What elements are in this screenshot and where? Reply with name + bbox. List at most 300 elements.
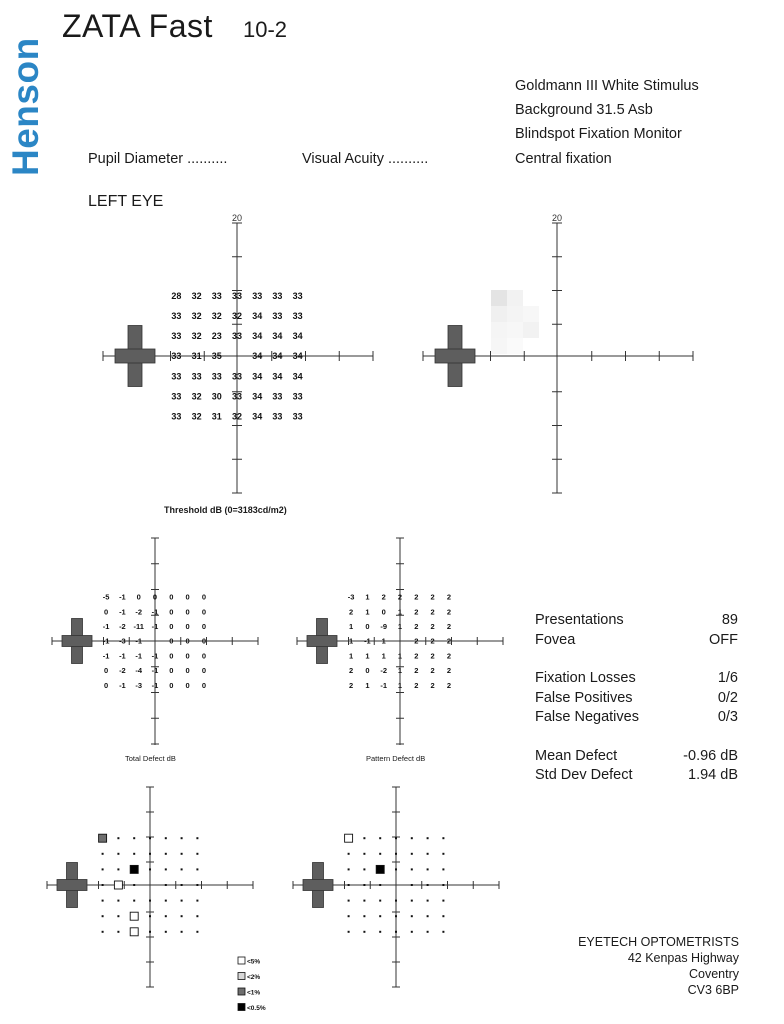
false-positives-value: 0/2 [717,690,738,706]
greyscale-cell [523,322,539,338]
defect-value: 2 [397,592,403,602]
total-probability-plot [47,787,253,987]
defect-value: 1 [381,636,386,646]
normal-point [149,900,151,902]
defect-value: 2 [430,592,435,602]
normal-point [442,915,444,917]
defect-value: 0 [185,607,190,617]
defect-value: 0 [169,622,174,631]
normal-point [442,900,444,902]
threshold-value: 32 [191,311,202,322]
normal-point [102,853,104,855]
threshold-value: 32 [231,311,243,322]
normal-point [165,884,167,886]
defect-value: 0 [201,636,206,646]
normal-point [196,868,198,870]
defect-value: 2 [446,680,451,690]
normal-point [133,837,135,839]
fovea-value: OFF [709,632,738,648]
threshold-value: 35 [211,351,222,362]
defect-value: 2 [446,622,451,631]
normal-point [181,853,183,855]
legend-swatch [238,973,245,980]
blind-spot-marker [435,349,475,363]
greyscale-cell [507,290,523,306]
greyscale-cell [507,322,523,338]
threshold-value: 33 [292,290,303,301]
normal-point [165,868,167,870]
visual-acuity: Visual Acuity .......... [302,151,429,167]
normal-point [395,868,397,870]
threshold-plot [103,213,373,493]
threshold-value: 33 [211,371,222,382]
defect-value: 2 [446,666,451,676]
threshold-value: 34 [272,351,283,362]
defect-value: 2 [446,607,451,617]
false-negatives-value: 0/3 [717,709,738,725]
normal-point [117,853,119,855]
defect-value: 0 [169,651,174,661]
false-negatives-label: False Negatives [535,709,639,725]
defect-value: 0 [104,666,109,676]
threshold-value: 34 [272,331,283,342]
normal-point [165,837,167,839]
normal-point [196,900,198,902]
defect-value: 0 [185,666,190,676]
defect-value: 2 [446,592,451,602]
defect-value: -3 [119,636,126,646]
threshold-value: 33 [272,290,283,301]
normal-point [196,884,198,886]
fixation-info: Central fixation [515,151,612,167]
normal-point [363,868,365,870]
address-street: 42 Kenpas Highway [627,951,739,965]
threshold-value: 33 [231,371,243,382]
normal-point [427,837,429,839]
normal-point [117,931,119,933]
threshold-value: 31 [191,351,202,362]
normal-point [442,884,444,886]
greyscale-cell [523,306,539,322]
defect-value: 0 [169,592,174,602]
defect-value: 0 [201,607,206,617]
defect-value: 0 [201,666,206,676]
threshold-caption: Threshold dB (0=3183cd/m2) [164,505,287,515]
threshold-value: 33 [292,411,303,422]
defect-value: 0 [201,592,206,602]
greyscale-cell [491,306,507,322]
std-dev-defect-value: 1.94 dB [688,767,738,783]
defect-value: -2 [119,622,126,631]
normal-point [181,884,183,886]
normal-point [427,853,429,855]
total-defect-caption: Total Defect dB [125,754,176,763]
normal-point [196,931,198,933]
threshold-value: 32 [231,411,243,422]
normal-point [348,900,350,902]
defect-value: 2 [430,636,435,646]
defect-value: 1 [397,680,403,690]
pattern-probability-plot [293,787,499,987]
defect-value: 1 [381,651,386,661]
normal-point [348,931,350,933]
normal-point [102,915,104,917]
threshold-value: 34 [272,371,283,382]
greyscale-cell [507,338,523,354]
defect-value: -5 [102,592,110,602]
threshold-value: 33 [272,311,283,322]
legend-label: <5% [247,958,261,966]
threshold-value: 33 [171,391,182,402]
threshold-value: 33 [171,371,182,382]
normal-point [427,868,429,870]
probability-symbol-5pct [114,881,122,889]
defect-value: 2 [381,592,386,602]
normal-point [149,853,151,855]
blind-spot-marker [62,636,92,647]
threshold-value: 32 [191,391,202,402]
normal-point [379,853,381,855]
greyscale-cell [491,290,507,306]
probability-legend [238,957,266,1012]
defect-value: 2 [414,622,419,631]
normal-point [379,837,381,839]
normal-point [363,931,365,933]
legend-label: <0.5% [247,1005,266,1012]
threshold-value: 34 [252,371,263,382]
defect-value: 2 [430,651,435,661]
threshold-value: 33 [292,311,303,322]
defect-value: 2 [414,592,419,602]
brand-logo: Henson [5,37,46,176]
std-dev-defect-label: Std Dev Defect [535,767,633,783]
probability-symbol-0-5pct [130,865,138,873]
threshold-value: 33 [171,351,182,362]
normal-point [427,931,429,933]
normal-point [363,853,365,855]
axis-max-label: 20 [551,213,563,223]
normal-point [133,853,135,855]
defect-value: -1 [151,622,159,631]
defect-value: 2 [430,622,435,631]
probability-symbol-5pct [130,928,138,936]
threshold-value: 23 [211,331,222,342]
defect-value: 0 [365,622,370,631]
greyscale-cell [491,338,507,354]
defect-value: 0 [185,592,190,602]
normal-point [117,837,119,839]
normal-point [379,900,381,902]
normal-point [196,915,198,917]
defect-value: 0 [381,607,386,617]
defect-value: 2 [446,651,451,661]
normal-point [442,931,444,933]
defect-value: -1 [119,607,126,617]
defect-value: 1 [365,607,370,617]
blind-spot-marker [303,880,333,891]
normal-point [363,900,365,902]
normal-point [427,915,429,917]
background-info: Background 31.5 Asb [515,102,653,118]
normal-point [411,853,413,855]
defect-value: 1 [397,651,403,661]
normal-point [379,931,381,933]
threshold-value: 33 [272,411,283,422]
normal-point [117,900,119,902]
defect-value: -9 [380,622,388,631]
probability-symbol-1pct [99,834,107,842]
threshold-value: 34 [252,351,263,362]
greyscale-cell [523,290,539,306]
defect-value: 2 [349,607,354,617]
defect-value: 1 [349,622,354,631]
defect-value: 2 [414,651,419,661]
legend-swatch [238,1004,245,1011]
test-title: ZATA Fast [62,8,213,44]
normal-point [196,837,198,839]
normal-point [379,915,381,917]
normal-point [395,931,397,933]
defect-value: 0 [185,636,190,646]
normal-point [411,884,413,886]
defect-value: -2 [380,666,388,676]
probability-symbol-0-5pct [376,865,384,873]
defect-value: 1 [349,651,354,661]
pattern-defect-caption: Pattern Defect dB [366,754,426,763]
address-city: Coventry [688,967,739,981]
normal-point [411,837,413,839]
normal-point [102,884,104,886]
threshold-value: 32 [211,311,222,322]
defect-value: 1 [365,680,370,690]
defect-value: 0 [201,622,206,631]
threshold-value: 33 [231,290,243,301]
defect-value: 0 [169,680,174,690]
defect-value: 1 [397,607,403,617]
defect-value: 2 [414,666,419,676]
defect-value: 1 [397,666,403,676]
threshold-value: 33 [231,331,243,342]
defect-value: 2 [414,607,419,617]
defect-value: 0 [185,680,190,690]
threshold-value: 33 [171,331,182,342]
threshold-value: 34 [252,411,263,422]
threshold-value: 34 [252,331,263,342]
defect-value: 2 [414,636,419,646]
normal-point [395,900,397,902]
defect-value: -1 [135,636,143,646]
greyscale-plot [423,213,693,493]
defect-value: 1 [397,622,403,631]
pupil-diameter: Pupil Diameter .......... [88,151,228,167]
normal-point [348,915,350,917]
normal-point [442,868,444,870]
threshold-value: 34 [292,371,303,382]
normal-point [181,868,183,870]
normal-point [348,853,350,855]
defect-value: 1 [365,651,370,661]
threshold-value: 33 [272,391,283,402]
axis-max-label: 20 [231,213,243,223]
defect-value: -2 [135,607,143,617]
normal-point [363,915,365,917]
blind-spot-marker [307,636,337,647]
presentations-label: Presentations [535,612,624,628]
defect-value: -11 [133,622,144,631]
defect-value: 2 [430,666,435,676]
defect-value: 0 [169,607,174,617]
normal-point [165,931,167,933]
normal-point [442,853,444,855]
defect-value: -3 [347,592,355,602]
legend-swatch [238,957,245,964]
defect-value: 1 [365,592,370,602]
defect-value: -2 [119,666,126,676]
normal-point [411,915,413,917]
defect-value: 2 [414,680,419,690]
threshold-value: 34 [252,311,263,322]
normal-point [395,915,397,917]
defect-value: -1 [119,680,126,690]
greyscale-cell [507,306,523,322]
probability-symbol-5pct [130,912,138,920]
defect-value: 0 [104,607,109,617]
normal-point [117,915,119,917]
normal-point [102,931,104,933]
normal-point [379,884,381,886]
normal-point [411,868,413,870]
defect-value: 2 [349,666,354,676]
blind-spot-marker [115,349,155,363]
defect-value: -4 [135,666,143,676]
threshold-value: 34 [252,391,263,402]
pattern-defect-plot [297,538,503,745]
defect-value: 0 [104,680,109,690]
normal-point [149,931,151,933]
defect-value: -1 [119,592,126,602]
threshold-value: 33 [171,311,182,322]
normal-point [427,900,429,902]
normal-point [149,837,151,839]
normal-point [427,884,429,886]
normal-point [395,837,397,839]
mean-defect-label: Mean Defect [535,748,618,764]
presentations-value: 89 [721,612,738,628]
legend-label: <2% [247,974,261,981]
defect-value: -1 [380,680,388,690]
normal-point [133,900,135,902]
normal-point [149,915,151,917]
defect-value: 0 [201,680,206,690]
threshold-value: 33 [171,411,182,422]
defect-value: 0 [201,651,206,661]
blind-spot-marker [57,880,87,891]
probability-symbol-5pct [345,834,353,842]
threshold-value: 34 [292,351,303,362]
defect-value: 0 [152,592,158,602]
normal-point [363,884,365,886]
normal-point [181,900,183,902]
defect-value: 0 [185,622,190,631]
address-postcode: CV3 6BP [687,983,739,997]
fixation-losses-value: 1/6 [717,670,738,686]
threshold-value: 33 [231,391,243,402]
normal-point [149,868,151,870]
defect-value: -1 [151,666,159,676]
threshold-value: 33 [211,290,222,301]
threshold-value: 28 [171,290,182,301]
threshold-value: 34 [292,331,303,342]
defect-value: 2 [430,680,435,690]
defect-value: -3 [135,680,143,690]
false-positives-label: False Positives [535,690,633,706]
normal-point [181,915,183,917]
defect-value: -1 [151,651,159,661]
defect-value: -1 [102,651,110,661]
total-defect-plot [52,538,258,745]
defect-value: 0 [365,666,370,676]
threshold-value: 33 [191,371,202,382]
threshold-value: 32 [191,290,202,301]
normal-point [165,915,167,917]
defect-value: 0 [169,666,174,676]
normal-point [348,868,350,870]
threshold-value: 33 [292,391,303,402]
threshold-value: 31 [211,411,222,422]
defect-value: -1 [102,636,110,646]
defect-value: 0 [136,592,141,602]
normal-point [102,868,104,870]
defect-value: 2 [349,680,354,690]
legend-swatch [238,988,245,995]
defect-value: 0 [169,636,174,646]
defect-value: 2 [446,636,451,646]
normal-point [165,900,167,902]
normal-point [117,868,119,870]
normal-point [181,931,183,933]
monitor-info: Blindspot Fixation Monitor [515,126,682,142]
threshold-value: 30 [211,391,222,402]
defect-value: -1 [102,622,110,631]
normal-point [363,837,365,839]
greyscale-cell [491,322,507,338]
practice-name: EYETECH OPTOMETRISTS [578,935,739,949]
threshold-value: 33 [252,290,263,301]
normal-point [196,853,198,855]
normal-point [165,853,167,855]
normal-point [133,884,135,886]
normal-point [102,900,104,902]
defect-value: 0 [185,651,190,661]
threshold-value: 32 [191,411,202,422]
defect-value: 2 [430,607,435,617]
legend-label: <1% [247,989,261,997]
eye-label: LEFT EYE [88,193,164,210]
normal-point [395,853,397,855]
defect-value: -1 [151,680,159,690]
defect-value: -1 [151,607,159,617]
defect-value: 1 [349,636,354,646]
mean-defect-value: -0.96 dB [683,748,738,764]
defect-value: -1 [119,651,126,661]
test-program: 10-2 [243,17,288,42]
stimulus-info: Goldmann III White Stimulus [515,78,699,94]
threshold-value: 32 [191,331,202,342]
normal-point [442,837,444,839]
defect-value: -1 [364,636,371,646]
fovea-label: Fovea [535,632,576,648]
fixation-losses-label: Fixation Losses [535,670,636,686]
